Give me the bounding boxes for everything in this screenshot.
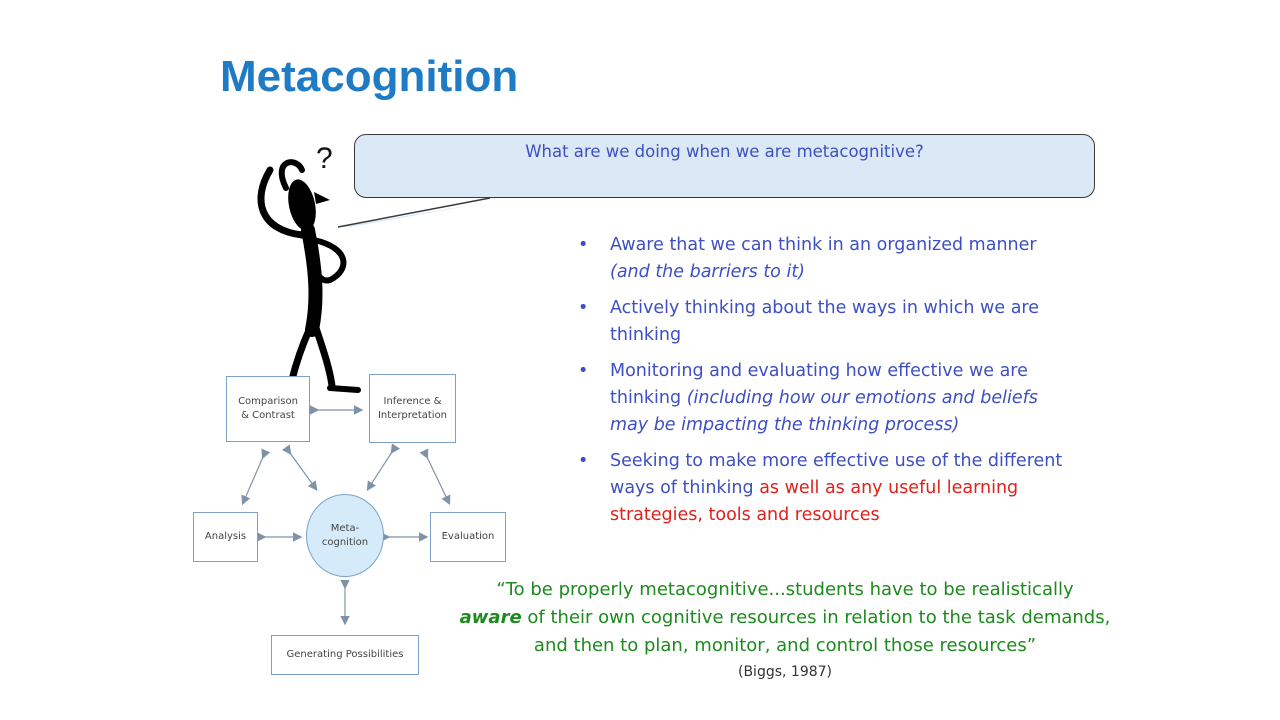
question-mark-icon: ?	[316, 142, 333, 175]
bullet-italic: (and the barriers to it)	[610, 262, 806, 282]
bullet-item	[578, 295, 1078, 349]
quote-opening: “To be properly metacognitive...students have to be realistically	[496, 579, 1074, 600]
analysis-box	[193, 512, 258, 562]
metacognition-label: Meta- cognition	[321, 522, 369, 548]
bullet-highlight: as well as any useful learning strategies, tools and resources	[610, 478, 1019, 525]
speech-bubble	[354, 134, 1095, 198]
comparison-contrast-box	[226, 376, 310, 442]
analysis-label: Analysis	[204, 531, 247, 542]
evaluation-label: Evaluation	[441, 531, 495, 542]
bullet-italic: (including how our emotions and beliefs may be impacting the thinking process)	[610, 388, 1038, 435]
speech-bubble-question: What are we doing when we are metacognitive?	[525, 142, 924, 161]
thinking-stick-figure-icon	[240, 130, 370, 400]
bullet-marker: •	[578, 235, 589, 255]
page-title: Metacognition	[220, 52, 519, 101]
metacognition-circle	[306, 494, 384, 577]
biggs-quote	[450, 576, 1120, 660]
quote-body: of their own cognitive resources in relation to the task demands, and then to plan, monitor, and control those resources”	[527, 607, 1111, 656]
bullet-text: Monitoring and evaluating how effective we are thinking	[610, 361, 1028, 408]
bullet-text: Aware that we can think in an organized manner	[610, 235, 1037, 255]
bullet-item	[578, 358, 1078, 439]
inference-interpretation-label: Inference & Interpretation	[377, 395, 448, 421]
generating-possibilities-box	[271, 635, 419, 675]
bullet-marker: •	[578, 451, 589, 471]
inference-interpretation-box	[369, 374, 456, 443]
bullet-list	[578, 232, 1078, 538]
bullet-item	[578, 232, 1078, 286]
quote-emphasis: aware	[459, 607, 522, 628]
bullet-text: Seeking to make more effective use of the different ways of thinking	[610, 451, 1063, 498]
bullet-item	[578, 448, 1078, 529]
quote-citation: (Biggs, 1987)	[737, 664, 832, 680]
evaluation-box	[430, 512, 506, 562]
bullet-text: Actively thinking about the ways in which we are thinking	[610, 298, 1039, 345]
bullet-marker: •	[578, 361, 589, 381]
comparison-contrast-label: Comparison & Contrast	[238, 396, 298, 421]
generating-possibilities-label: Generating Possibilities	[286, 649, 404, 660]
bullet-marker: •	[578, 298, 589, 318]
